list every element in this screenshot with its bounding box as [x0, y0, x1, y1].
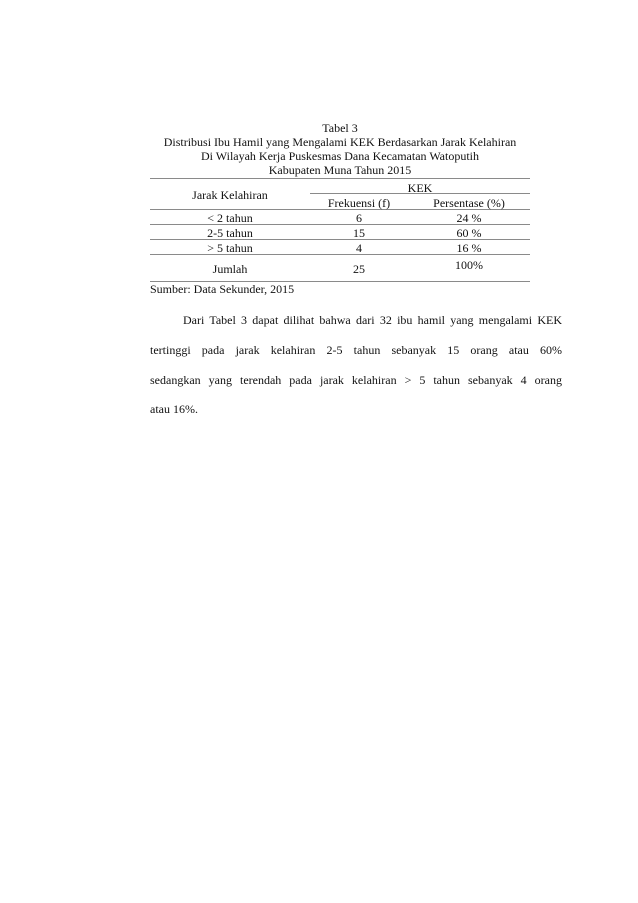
row-label: < 2 tahun — [207, 211, 253, 225]
total-persentase: 100% — [455, 258, 483, 272]
row-label: > 5 tahun — [207, 241, 253, 255]
header-kek-group: KEK — [407, 181, 433, 195]
paragraph-line: tertinggi pada jarak kelahiran 2-5 tahun sebanyak 15 orang atau 60% — [150, 343, 562, 357]
row-persentase: 24 % — [456, 211, 482, 225]
row-frekuensi: 15 — [353, 226, 365, 240]
data-table — [150, 178, 530, 282]
total-frekuensi: 25 — [353, 262, 365, 276]
caption-table-number: Tabel 3 — [322, 121, 358, 135]
total-label: Jumlah — [212, 262, 248, 276]
table-source: Sumber: Data Sekunder, 2015 — [150, 282, 295, 296]
paragraph-line: Dari Tabel 3 dapat dilihat bahwa dari 32 ibu hamil yang mengalami KEK — [183, 313, 562, 327]
header-frekuensi: Frekuensi (f) — [327, 196, 391, 210]
row-persentase: 16 % — [456, 241, 482, 255]
table-caption — [150, 121, 530, 177]
row-frekuensi: 4 — [356, 241, 362, 255]
row-frekuensi: 6 — [356, 211, 362, 225]
caption-region-year: Kabupaten Muna Tahun 2015 — [268, 163, 412, 177]
header-jarak-kelahiran: Jarak Kelahiran — [192, 188, 268, 202]
table-top-rule — [150, 178, 530, 179]
row-label: 2-5 tahun — [207, 226, 253, 240]
row-persentase: 60 % — [456, 226, 482, 240]
caption-title: Distribusi Ibu Hamil yang Mengalami KEK Berdasarkan Jarak Kelahiran — [163, 135, 517, 149]
paragraph-line: atau 16%. — [150, 402, 198, 416]
header-persentase: Persentase (%) — [433, 196, 505, 210]
paragraph-line: sedangkan yang terendah pada jarak kelahiran > 5 tahun sebanyak 4 orang — [150, 373, 562, 387]
caption-location: Di Wilayah Kerja Puskesmas Dana Kecamatan Watoputih — [200, 149, 480, 163]
